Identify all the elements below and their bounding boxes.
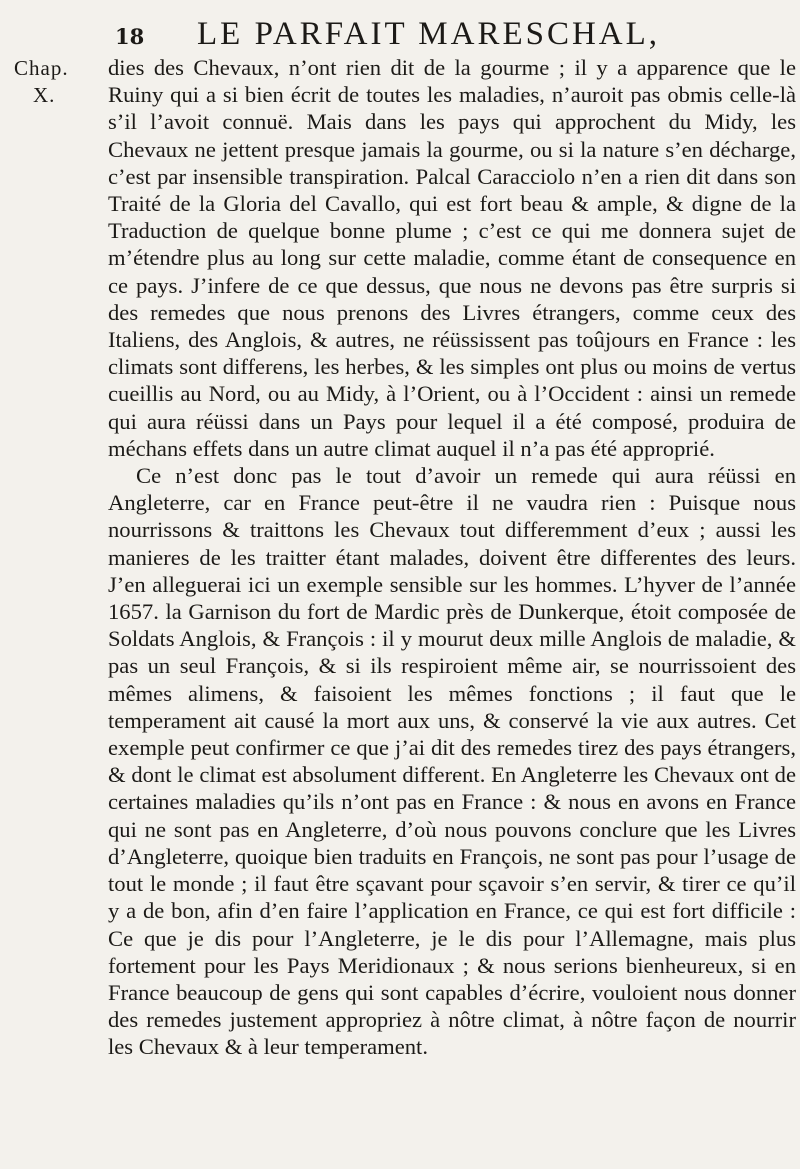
chapter-label: Chap. (14, 56, 69, 80)
page-number: 18 (115, 24, 145, 49)
chapter-margin-note (14, 55, 104, 109)
running-title: LE PARFAIT MARESCHAL, (197, 16, 661, 52)
body-text (108, 54, 796, 1061)
paragraph-1: dies des Chevaux, n’ont rien dit de la gourme ; il y a apparence que le Ruiny qui a si bien écrit de toutes les maladies, n’auroit pas obmis celle-là s’il l’avoit connuë. Mais dans les pays qui approchent du Midy, les Chevaux ne jettent presque jamais la gourme, ou si la nature s’en décharge, c’est par insensible transpiration. Palcal Caracciolo n’en a rien dit dans son Traité de la Gloria del Cavallo, qui est fort beau & ample, & digne de la Traduction de quelque bonne plume ; c’est ce qui me donnera sujet de m’étendre plus au long sur cette maladie, comme étant de consequence en ce pays. J’infere de ce que dessus, que nous ne devons pas être surpris si des remedes que nous prenons des Livres étrangers, comme ceux des Italiens, des Anglois, & autres, ne réüssissent pas toûjours en France : les climats sont differens, les herbes, & les simples ont plus ou moins de vertus cueillis au Nord, ou au Midy, à l’Orient, ou à l’Occident : ainsi un remede qui aura réüssi dans un Pays pour lequel il a été composé, produira de méchans effets dans un autre climat auquel il n’a pas été approprié. (108, 55, 796, 461)
chapter-number: X. (33, 83, 56, 107)
paragraph-2: Ce n’est donc pas le tout d’avoir un remede qui aura réüssi en Angleterre, car en France peut-être il ne vaudra rien : Puisque nous nourrissons & traittons les Chevaux tout differemment d’eux ; aussi les manieres de les traitter étant malades, doivent être differentes des leurs. J’en alleguerai ici un exemple sensible sur les hommes. L’hyver de l’année 1657. la Garnison du fort de Mardic près de Dunkerque, étoit composée de Soldats Anglois, & François : il y mourut deux mille Anglois de maladie, & pas un seul François, & si ils respiroient même air, se nourrissoient des mêmes alimens, & faisoient les mêmes fonctions ; il faut que le temperament ait causé la mort aux uns, & conservé la vie aux autres. Cet exemple peut confirmer ce que j’ai dit des remedes tirez des pays étrangers, & dont le climat est absolument different. En Angleterre les Chevaux ont de certaines maladies qu’ils n’ont pas en France : & nous en avons en France qui ne sont pas en Angleterre, d’où nous pouvons conclure que les Livres d’Angleterre, quoique bien traduits en François, ne sont pas pour l’usage de tout le monde ; il faut être sçavant pour sçavoir s’en servir, & tirer ce qu’il y a de bon, afin d’en faire l’application en France, ce qui est fort difficile : Ce que je dis pour l’Angleterre, je le dis pour l’Allemagne, mais plus fortement pour les Pays Meridionaux ; & nous serions bienheureux, si en France beaucoup de gens qui sont capables d’écrire, vouloient nous donner des remedes justement appropriez à nôtre climat, à nôtre façon de nourrir les Chevaux & à leur temperament. (108, 463, 796, 1060)
